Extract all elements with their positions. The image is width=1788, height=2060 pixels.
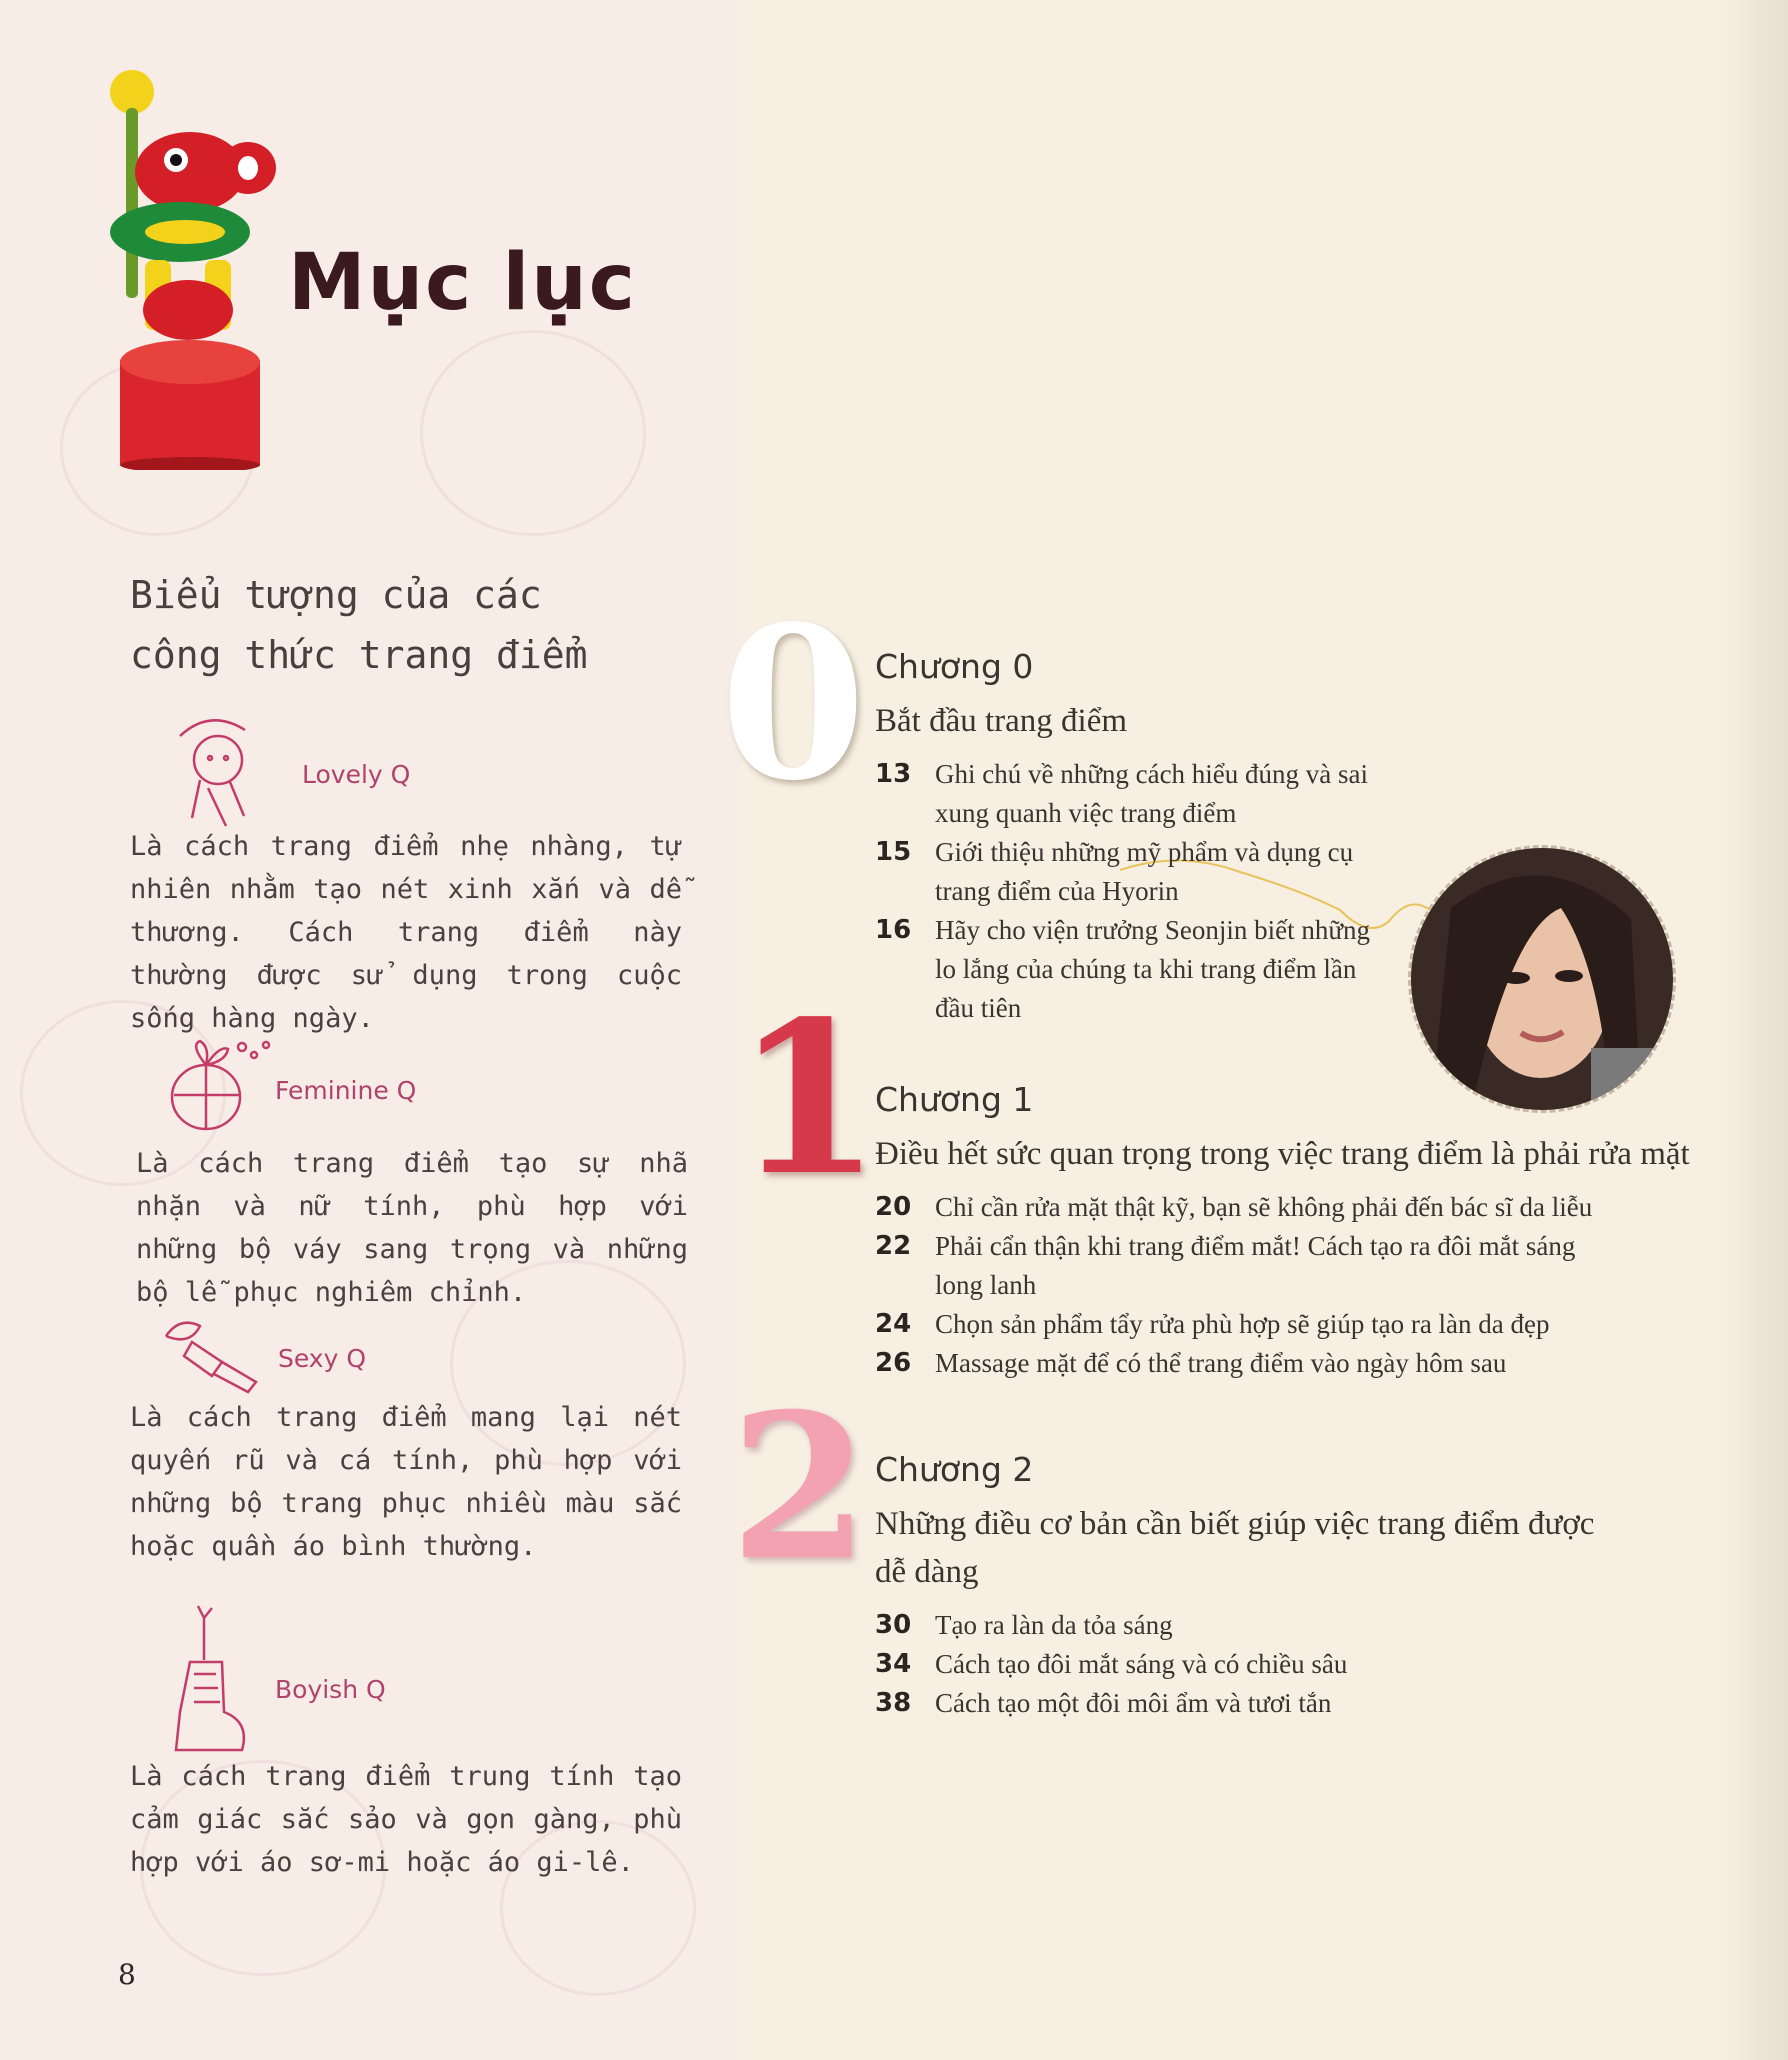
chapter-subtitle: Bắt đầu trang điểm	[875, 703, 1128, 739]
toc-entry[interactable]	[875, 1188, 1595, 1227]
page-number-ref: 13	[875, 759, 912, 789]
entry-text: Cách tạo đôi mắt sáng và có chiều sâu	[935, 1649, 1348, 1679]
lipstick-icon	[160, 1312, 270, 1394]
chapter-subtitle: Điều hết sức quan trọng trong việc trang điểm là phải rửa mặt	[875, 1136, 1690, 1172]
toc-entry[interactable]	[875, 911, 1385, 1028]
page-number-ref: 22	[875, 1231, 912, 1261]
entry-text: Chọn sản phẩm tẩy rửa phù hợp sẽ giúp tạo ra làn da đẹp	[935, 1309, 1550, 1339]
chapter-title: Chương 0	[875, 647, 1034, 686]
chapter-2	[875, 1448, 1615, 1723]
entry-text: Cách tạo một đôi môi ẩm và tươi tắn	[935, 1688, 1332, 1718]
icons-heading-line: công thức trang điểm	[130, 633, 588, 677]
chapter-1	[875, 1078, 1715, 1383]
page-number-ref: 20	[875, 1192, 912, 1222]
entry-text: Tạo ra làn da tỏa sáng	[935, 1610, 1173, 1640]
toc-entry[interactable]	[875, 1684, 1595, 1723]
page-number-ref: 26	[875, 1348, 912, 1378]
wooden-toy-illustration	[110, 60, 290, 470]
style-label: Feminine Q	[275, 1076, 417, 1105]
entry-text: Chỉ cần rửa mặt thật kỹ, bạn sẽ không phải đến bác sĩ da liễu	[935, 1192, 1593, 1222]
toc-entry[interactable]	[875, 1645, 1595, 1684]
style-description: Là cách trang điểm tạo sự nhã nhặn và nữ tính, phù hợp với những bộ váy sang trọng và những bộ lễ phục nghiêm chỉnh.	[136, 1148, 688, 1308]
gift-box-icon	[170, 1035, 280, 1135]
style-description: Là cách trang điểm nhẹ nhàng, tự nhiên nhằm tạo nét xinh xắn và dễ thương. Cách trang điểm này thường được sử dụng trong cuộc sống hàng ngày.	[130, 831, 682, 1034]
style-label: Lovely Q	[302, 760, 411, 789]
entry-text: Ghi chú về những cách hiểu đúng và sai xung quanh việc trang điểm	[935, 759, 1369, 828]
entry-text: Giới thiệu những mỹ phẩm và dụng cụ trang điểm của Hyorin	[935, 837, 1354, 906]
style-description: Là cách trang điểm mang lại nét quyến rũ và cá tính, phù hợp với những bộ trang phục nhiều màu sắc hoặc quần áo bình thường.	[130, 1402, 682, 1562]
page-edge-shadow	[1718, 0, 1788, 2060]
sneaker-icon	[170, 1600, 255, 1760]
style-label: Boyish Q	[275, 1675, 386, 1704]
toc-entry[interactable]	[875, 1606, 1595, 1645]
chapter-numeral: 2	[730, 1370, 870, 1605]
toc-entry[interactable]	[875, 1344, 1595, 1383]
page-number-ref: 16	[875, 915, 912, 945]
page-title: Mục lục	[288, 238, 638, 328]
chapter-subtitle: Những điều cơ bản cần biết giúp việc trang điểm được dễ dàng	[875, 1506, 1595, 1590]
toc-entry[interactable]	[875, 755, 1385, 833]
chapter-0	[875, 645, 1715, 1028]
chapter-numeral: 1	[735, 975, 882, 1222]
toc-entry[interactable]	[875, 1227, 1595, 1305]
entry-text: Massage mặt để có thể trang điểm vào ngày hôm sau	[935, 1348, 1507, 1378]
page-number-ref: 34	[875, 1649, 912, 1679]
page-number-ref: 24	[875, 1309, 912, 1339]
page-number-ref: 30	[875, 1610, 912, 1640]
girl-doll-icon	[170, 708, 265, 833]
icons-heading	[130, 565, 630, 685]
style-label: Sexy Q	[278, 1344, 367, 1373]
entry-text: Hãy cho viện trưởng Seonjin biết những lo lắng của chúng ta khi trang điểm lần đầu tiên	[935, 915, 1370, 1023]
entry-text: Phải cẩn thận khi trang điểm mắt! Cách tạo ra đôi mắt sáng long lanh	[935, 1231, 1576, 1300]
icons-heading-line: Biểu tượng của các	[130, 573, 542, 617]
page-number-ref: 15	[875, 837, 912, 867]
page-number-ref: 38	[875, 1688, 912, 1718]
chapter-title: Chương 2	[875, 1450, 1034, 1489]
toc-entry[interactable]	[875, 833, 1385, 911]
style-description: Là cách trang điểm trung tính tạo cảm giác sắc sảo và gọn gàng, phù hợp với áo sơ-mi hoặc áo gi-lê.	[130, 1761, 682, 1878]
chapter-title: Chương 1	[875, 1080, 1034, 1119]
toc-entry[interactable]	[875, 1305, 1595, 1344]
rose-pattern	[420, 330, 646, 536]
page-number: 8	[118, 1958, 136, 1991]
chapter-numeral: 0	[720, 580, 867, 827]
